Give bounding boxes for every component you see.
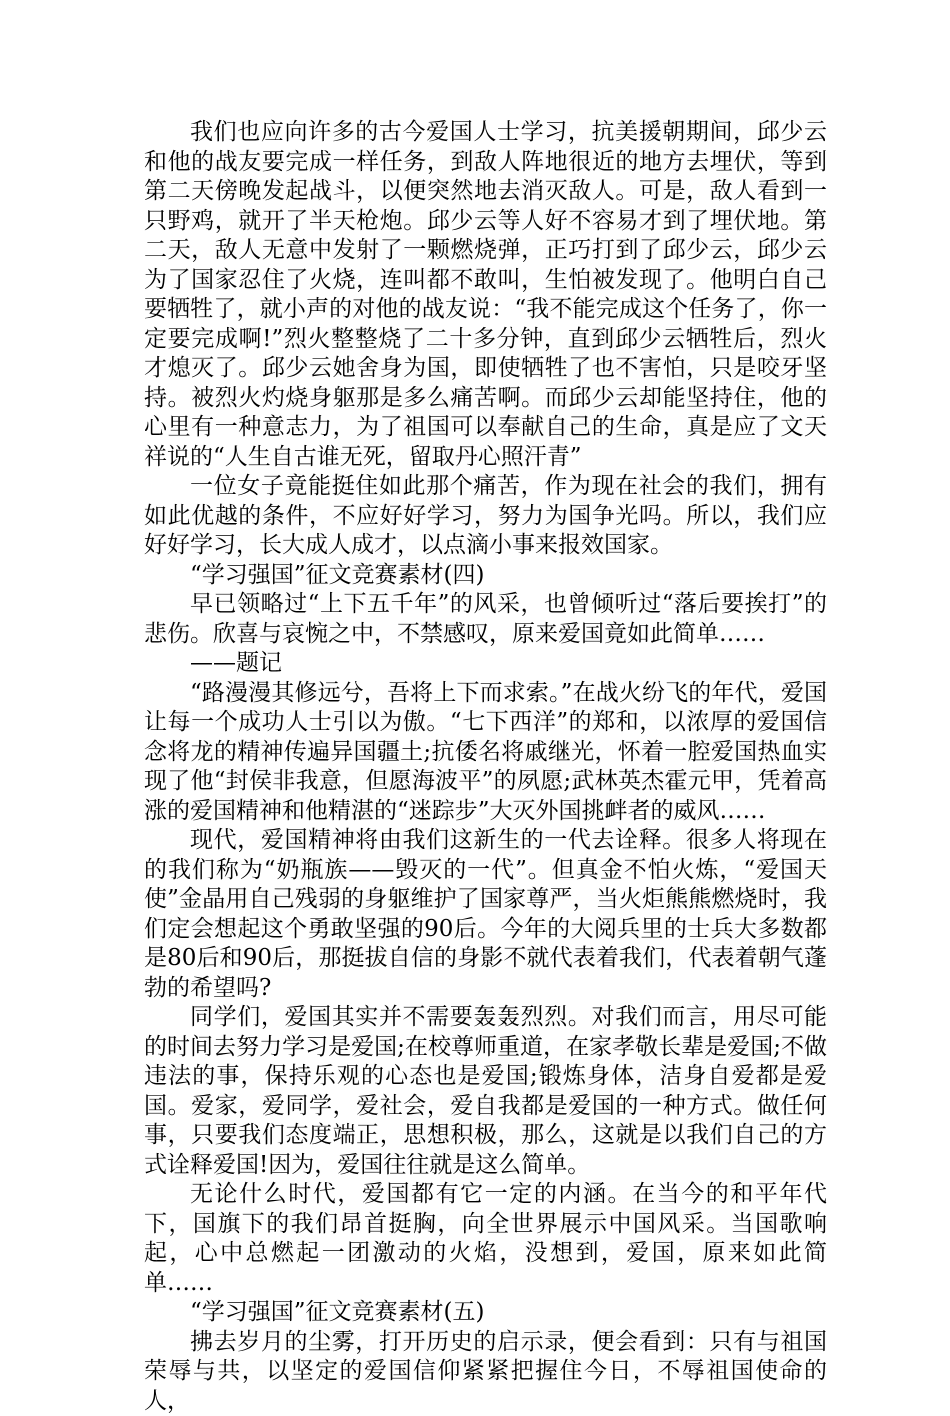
paragraph-history-revelation: 拂去岁月的尘雾，打开历史的启示录，便会看到：只有与祖国荣辱与共，以坚定的爱国信仰紧紧把握住今日，不辱祖国使命的人， [144, 1328, 827, 1416]
section-title-5: “学习强国”征文竞赛素材(五) [144, 1298, 827, 1328]
paragraph-epigraph: 早已领略过“上下五千年”的风采，也曾倾听过“落后要挨打”的悲伤。欣喜与哀惋之中，不禁感叹，原来爱国竟如此简单…… [144, 590, 827, 649]
paragraph-any-era: 无论什么时代，爱国都有它一定的内涵。在当今的和平年代下，国旗下的我们昂首挺胸，向全世界展示中国风采。当国歌响起，心中总燃起一团激动的火焰，没想到，爱国，原来如此简单…… [144, 1180, 827, 1298]
paragraph-historical-figures: “路漫漫其修远兮，吾将上下而求索。”在战火纷飞的年代，爱国让每一个成功人士引以为傲。“七下西洋”的郑和，以浓厚的爱国信念将龙的精神传遍异国疆土;抗倭名将戚继光，怀着一腔爱国热血实现了他“封侯非我意，但愿海波平”的夙愿;武林英杰霍元甲，凭着高涨的爱国精神和他精湛的“迷踪步”大灭外国挑衅者的威风…… [144, 679, 827, 827]
paragraph-qiu-shaoyun-story: 我们也应向许多的古今爱国人士学习，抗美援朝期间，邱少云和他的战友要完成一样任务，到敌人阵地很近的地方去埋伏，等到第二天傍晚发起战斗，以便突然地去消灭敌人。可是，敌人看到一只野鸡，就开了半天枪炮。邱少云等人好不容易才到了埋伏地。第二天，敌人无意中发射了一颗燃烧弹，正巧打到了邱少云，邱少云为了国家忍住了火烧，连叫都不敢叫，生怕被发现了。他明白自己要牺牲了，就小声的对他的战友说：“我不能完成这个任务了，你一定要完成啊!”烈火整整烧了二十多分钟，直到邱少云牺牲后，烈火才熄灭了。邱少云她舍身为国，即使牺牲了也不害怕，只是咬牙坚持。被烈火灼烧身躯那是多么痛苦啊。而邱少云却能坚持住，他的心里有一种意志力，为了祖国可以奉献自己的生命，真是应了文天祥说的“人生自古谁无死，留取丹心照汗青” [144, 118, 827, 472]
document-body [144, 118, 827, 1416]
section-title-4: “学习强国”征文竞赛素材(四) [144, 561, 827, 591]
paragraph-reflection: 一位女子竟能挺住如此那个痛苦，作为现在社会的我们，拥有如此优越的条件，不应好好学习，努力为国争光吗。所以，我们应好好学习，长大成人成才，以点滴小事来报效国家。 [144, 472, 827, 561]
paragraph-modern-generation: 现代，爱国精神将由我们这新生的一代去诠释。很多人将现在的我们称为“奶瓶族——毁灭的一代”。但真金不怕火炼，“爱国天使”金晶用自己残弱的身躯维护了国家尊严，当火炬熊熊燃烧时，我们定会想起这个勇敢坚强的90后。今年的大阅兵里的士兵大多数都是80后和90后，那挺拔自信的身影不就代表着我们，代表着朝气蓬勃的希望吗? [144, 826, 827, 1003]
paragraph-epigraph-label: ——题记 [144, 649, 827, 679]
paragraph-classmates: 同学们，爱国其实并不需要轰轰烈烈。对我们而言，用尽可能的时间去努力学习是爱国;在校尊师重道，在家孝敬长辈是爱国;不做违法的事，保持乐观的心态也是爱国;锻炼身体，洁身自爱都是爱国。爱家，爱同学，爱社会，爱自我都是爱国的一种方式。做任何事，只要我们态度端正，思想积极，那么，这就是以我们自己的方式诠释爱国!因为，爱国往往就是这么简单。 [144, 1003, 827, 1180]
